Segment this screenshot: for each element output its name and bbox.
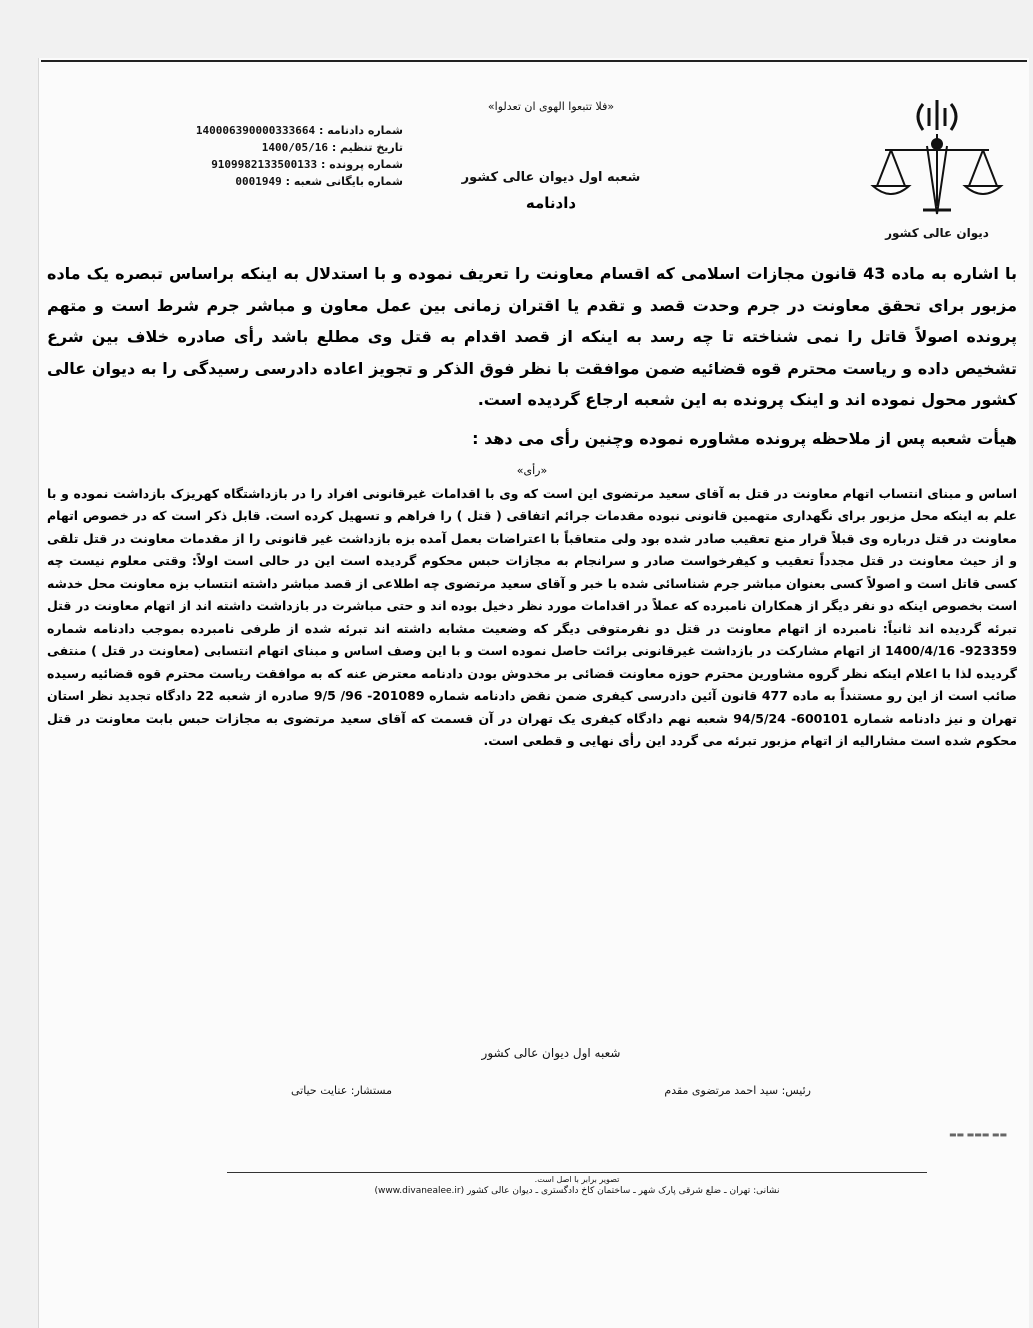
emblem-caption: دیوان عالی کشور [885, 226, 989, 240]
meta-row: شماره دادنامه : 140006390000333664 [195, 124, 403, 137]
advisor-signature: مستشار: عنایت حیاتی [291, 1084, 392, 1097]
case-metadata [103, 122, 403, 190]
document-header [41, 62, 1027, 252]
document-footer [227, 1172, 927, 1196]
verdict-sheet [41, 60, 1027, 1224]
paragraph-background: با اشاره به ماده 43 قانون مجازات اسلامی که اقسام معاونت را تعریف نموده و با استدلال به اینکه براساس تبصره یک ماده مزبور برای تحقق معاونت در جرم وحدت قصد و تقدم یا اقتران زمانی بین عمل معاون و مباشر جرم شرط است و متهم پرونده اصولاً قاتل را نمی شناخته تا چه رسد به اینکه از قصد اقدام به قتل وی مطلع باشد رأی صادره خلاف بین شرع تشخیص داده و ریاست محترم قوه قضائیه ضمن موافقت با نظر فوق الذکر و تجویز اعاده دادرسی رسیدگی را به دیوان عالی کشور محول نموده اند و اینک پرونده به این شعبه ارجاع گردیده است. [47, 264, 1017, 409]
faint-stamp: ▬▬ ▬▬▬ ▬▬ [949, 1130, 1007, 1139]
scales-of-justice-icon [867, 86, 1007, 226]
verdict-body [47, 258, 1017, 753]
paragraph-deliberation: هیأت شعبه پس از ملاحظه پرونده مشاوره نموده وچنین رأی می دهد : [472, 428, 1017, 448]
ruling-heading: «رأی» [516, 463, 548, 477]
signatures [291, 1084, 811, 1097]
quran-verse: «فلا تتبعوا الهوی ان تعدلوا» [487, 100, 615, 113]
meta-row: تاریخ تنظیم : 1400/05/16 [261, 141, 403, 154]
document-page [38, 58, 1029, 1328]
emblem [867, 86, 1007, 251]
address-line: نشانی: تهران ـ ضلع شرقی پارک شهر ـ ساختمان کاخ دادگستری ـ دیوان عالی کشور (www.divanealee.ir) [374, 1186, 780, 1196]
meta-row: شماره پرونده : 9109982133500133 [211, 158, 403, 171]
meta-row: شماره بایگانی شعبه : 0001949 [235, 175, 403, 188]
document-type: دادنامه [525, 194, 577, 212]
court-title: شعبه اول دیوان عالی کشور [461, 170, 641, 185]
certification-note: تصویر برابر با اصل است. [534, 1175, 620, 1184]
paragraph-ruling: اساس و مبنای انتساب اتهام معاونت در قتل به آقای سعید مرتضوی این است که وی با اقدامات غیرقانونی افراد را در بازداشتگاه کهریزک بازداشت نموده و با علم به اینکه محل مزبور برای نگهداری متهمین قانونی نبوده مقدمات جرائم اتفاقی ( قتل ) را فراهم و تسهیل کرده است. قابل ذکر است که در خصوص اتهام معاونت در قتل درباره وی قبلاً قرار منع تعقیب صادر شده بود ولی متعاقباً با اعتراضات بعمل آمده بزه بازداشت غیر قانونی را از مقدمات معاونت در قتل تلقی و از حیث معاونت در قتل مجدداً تعقیب و کیفرخواست صادر و سرانجام به مجازات حبس محکوم گردیده است این در حالی است اولاً: وقتی معلوم نیست چه کسی قاتل است و اصولاً کسی بعنوان مباشر جرم شناسائی شده با خبر و آقای سعید مرتضوی چه اطلاعی از قصد مباشر داشته انتساب بزه معاونت محل خدشه است بخصوص اینکه دو نفر دیگر از همکاران نامبرده که عملاً در اقدامات مورد نظر دخیل بوده اند و حتی مباشرت در بازداشت داشته اند از اتهام معاونت در قتل تبرئه گردیده اند ثانیاً: نامبرده از اتهام معاونت در قتل دو نفرمتوفی دیگر که وضعیت مشابه داشته اند تبرئه شده از طرفی نامبرده بموجب دادنامه شماره 923359- 1400/4/16 از اتهام مشارکت در بازداشت غیرقانونی برائت حاصل نموده است و با این وصف اساس و مبنای اتهام انتسابی (معاونت در قتل ) منتفی گردیده لذا با اعلام اینکه نظر گروه مشاورین محترم حوزه معاونت قضائی بر مخدوش بودن دادنامه معترض عنه که به موافقت ریاست محترم قوه قضائیه رسیده صائب است از این رو مستنداً به ماده 477 قانون آئین دادرسی کیفری ضمن نقض دادنامه شماره 201089- 96/ 9/5 صادره از شعبه 22 دادگاه تجدید نظر استان تهران و نیز دادنامه شماره 600101- 94/5/24 شعبه نهم دادگاه کیفری یک تهران در آن قسمت که آقای سعید مرتضوی به مجازات حبس بابت معاونت در قتل محکوم شده است مشارالیه از اتهام مزبور تبرئه می گردد این رأی نهایی و قطعی است. [47, 485, 1018, 748]
signature-branch: شعبه اول دیوان عالی کشور [481, 1046, 621, 1060]
president-signature: رئیس: سید احمد مرتضوی مقدم [664, 1084, 811, 1097]
